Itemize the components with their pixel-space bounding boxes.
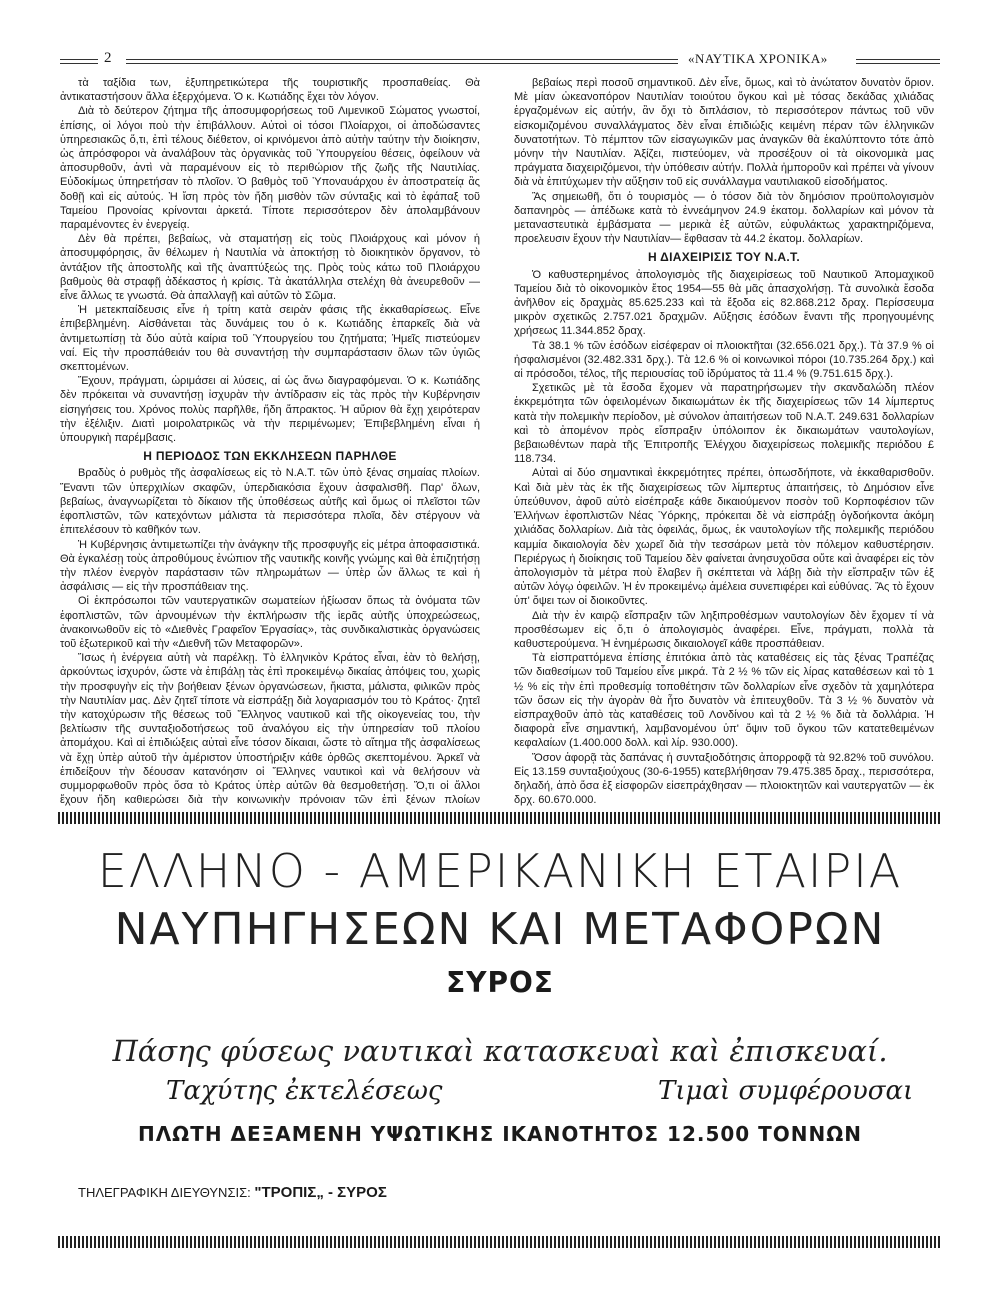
ad-content (58, 824, 942, 1236)
ad-telegraph-address (78, 1184, 387, 1201)
telegraph-label: ΤΗΛΕΓΡΑΦΙΚΗ ΔΙΕΥΘΥΝΣΙΣ: (78, 1185, 251, 1200)
ad-prices: Τιμαὶ συμφέρουσαι (658, 1076, 914, 1106)
telegraph-value: "ΤΡΟΠΙΣ„ - ΣΥΡΟΣ (254, 1184, 387, 1201)
paragraph: βεβαίως περὶ ποσοῦ σημαντικοῦ. Δὲν εἶνε, ὅμως, καὶ τὸ ἀνώτατον δυνατὸν ὅριον. Μὲ μίαν ὠκεανοπόρον Ναυτιλίαν τοιούτου ὄγκου καὶ μὲ τόσας δεκάδας χιλιάδας ἐργαζομένων εἰς αὐτήν, ἂν ὄχι τὸ διπλάσιον, τὸ περισσότερον πάντως τοῦ νῦν εἰσκομιζομένου συναλλάγματος δὲν εἶναι ἐπιδιώξις κειμένη πέραν τῶν ἑλληνικῶν δυνατοτήτων. Τὸ πέμπτον τῶν εἰσαγωγικῶν μας ἀναγκῶν θὰ ἐκαλύπτοντο τότε ἀπὸ μόνην τὴν Ναυτιλίαν. Ἀξίζει, πιστεύομεν, νὰ προσέξουν οἱ τὰ οἰκονομικὰ μας πράγματα διαχειριζόμενοι, τὴν ὑπόθεσιν αὐτήν. Πολλὰ ἠμποροῦν καὶ πρέπει νὰ γίνουν διὰ νὰ ἐπιτύχωμεν τὴν αὔξησιν τοῦ εἰς συνάλλαγμα ναυτιλιακοῦ εἰσοδήματος. (514, 77, 934, 189)
paragraph: Τὰ 38.1 % τῶν ἐσόδων εἰσέφεραν οἱ πλοιοκτῆται (32.656.021 δρχ.). Τὰ 37.9 % οἱ ἠσφαλισμένοι (32.482.331 δρχ.). Τὰ 12.6 % οἱ κοινωνικοὶ πόροι (10.735.264 δρχ.) καὶ αἱ πρόσοδοι, τέλος, τῆς περιουσίας τοῦ ἱδρύματος τὰ 11.4 % (9.751.615 δρχ.). (514, 339, 934, 381)
paragraph: Διὰ τὸ δεύτερον ζήτημα τῆς ἀποσυμφορήσεως τοῦ Λιμενικοῦ Σώματος γνωστοί, ἐπίσης, οἱ λόγοι ποὺ τὴν ἐπιβάλλουν. Αὐτοὶ οἱ τόσοι Πλοίαρχοι, οἱ ἀποδώσαντες ὑπηρεσιακῶς ὅ,τι, ἐπὶ τέλους διέθετον, οἱ κρινόμενοι ἀπὸ αὐτὴν ταύτην τὴν διοίκησιν, ὡς ἀπρόσφοροι νὰ ἀναλάβουν τὰς ὀργανικὰς τοῦ Ὑπουργείου θέσεις, ὀφείλουν νὰ ἀποσυρθοῦν, ἀντὶ νὰ παραμένουν εἰς τὸ περιθώριον τῆς ζωῆς τῆς Ναυτιλίας. Εὐδοκίμως ὑπηρετήσαν τὸ πλοῖον. Ὁ βαθμὸς τοῦ Ὑποναυάρχου ἐν ἀποστρατείᾳ ἂς δοθῇ καὶ εἰς αὐτούς. Ἡ ἴση πρὸς τὸν ἤδη μισθὸν τῶν σύνταξις καὶ τὸ ἐφάπαξ τοῦ Ταμείου Προνοίας κρίνονται ἀρκετά. Τίποτε περισσότερον δὲν ἀπολαμβάνουν παραμένοντες ἐν ἐνεργείᾳ. (60, 105, 480, 232)
ad-city: ΣΥΡΟΣ (446, 966, 554, 999)
paragraph: Βραδὺς ὁ ρυθμὸς τῆς ἀσφαλίσεως εἰς τὸ Ν.Α.Τ. τῶν ὑπὸ ξένας σημαίας πλοίων. Ἔναντι τῶν ὑπερχιλίων σκαφῶν, ὑπερδιακόσια ἔχουν ἀσφαλισθῆ. Παρ' ὅλων, βεβαίως, ἀναγνωρίζεται τὸ δίκαιον τῆς ὑποθέσεως αὐτῆς καὶ ὅμως οἱ πλεῖστοι τῶν ἐφοπλιστῶν, τῶν κατεχόντων μάλιστα τὰ περισσότερα πλοῖα, δὲν στέργουν νὰ ἐπιτελέσουν τὸ καθῆκόν των. (60, 467, 480, 537)
paragraph: Σχετικῶς μὲ τὰ ἔσοδα ἔχομεν νὰ παρατηρήσωμεν τὴν σκανδαλώδη πλέον ἐκκρεμότητα τῶν ὀφειλομένων δικαιωμάτων ἐκ τῆς διαχειρίσεως τῶν 14 λίμπερτυς κατὰ τὴν πολεμικὴν περίοδον, μὲ σύνολον ἀπαιτήσεων τοῦ Ν.Α.Τ. 249.631 δολλαρίων καὶ τὸ ἀπομένον πρὸς εἴσπραξιν ὑπόλοιπον ἐκ δικαιωμάτων ναυτολογίων, βεβαιωθέντων παρὰ τῆς Ἐπιτροπῆς Ἐλέγχου διαχειρίσεως πολεμικῆς περιόδου £ 118.734. (514, 382, 934, 466)
paragraph: Ἡ μετεκπαίδευσις εἶνε ἡ τρίτη κατὰ σειρὰν φάσις τῆς ἐκκαθαρίσεως. Εἶνε ἐπιβεβλημένη. Αἰσθάνεται τὰς δυνάμεις του ὁ κ. Κωτιάδης ἐπαρκεῖς διὰ νὰ ἀντιμετωπίσῃ τὰ δύο αὐτὰ καίρια τοῦ Ὑπουργείου του ζητήματα; Ἡμεῖς πιστεύομεν ναί. Εἰς τὴν προσπάθειάν του θὰ συναντήσῃ τὴν συμπαράστασιν ὅλων τῶν ὑγιῶς σκεπτομένων. (60, 304, 480, 374)
right-column (514, 76, 934, 806)
advertisement-box (58, 812, 942, 1248)
section-heading: Η ΔΙΑΧΕΙΡΙΣΙΣ ΤΟΥ Ν.Α.Τ. (648, 250, 800, 265)
paragraph: Διὰ τὴν ἐν καιρῷ εἴσπραξιν τῶν ληξιπροθέσμων ναυτολογίων δὲν ἔχομεν τί νὰ προσθέσωμεν εἰς ὅ,τι ὁ ἀπολογισμὸς ἀναφέρει. Εἶνε, πράγματι, πολλὰ τὰ καθυστερούμενα. Ἡ ἐνημέρωσις δικαιολογεῖ κάθε προσπάθειαν. (514, 609, 934, 650)
header-rule-middle (126, 59, 678, 64)
page-header (60, 50, 940, 70)
ad-services: Πάσης φύσεως ναυτικαὶ κατασκευαὶ καὶ ἐπισκευαί. (112, 1034, 888, 1068)
paragraph: Δὲν θὰ πρέπει, βεβαίως, νὰ σταματήσῃ εἰς τοὺς Πλοιάρχους καὶ μόνον ἡ ἀποσυμφόρησις, ἂν θέλωμεν ἡ Ναυτιλία νὰ ἀποκτήσῃ τὸ διοικητικὸν ὄργανον, τὸ ἀντάξιον τῆς ἀποστολῆς καὶ τῆς ἀναπτύξεώς της. Πρὸς τοὺς κάτω τοῦ Πλοιάρχου βαθμοὺς θὰ στραφῇ ἀδέκαστος ἡ κρίσις. Τὰ ἀκατάλληλα στελέχη θὰ ἀνευρεθοῦν — εἶνε ἄλλως τε γνωστά. Θὰ ἀπαλλαγῇ καὶ αὐτῶν τὸ Σῶμα. (60, 233, 480, 303)
paragraph: Οἱ ἐκπρόσωποι τῶν ναυτεργατικῶν σωματείων ἠξίωσαν ὅπως τὰ ὀνόματα τῶν ἐφοπλιστῶν, τῶν ἀρνουμένων τὴν ἐκπλήρωσιν τῆς ἱερᾶς αὐτῆς ὑποχρεώσεως, ἀνακοινωθοῦν εἰς τὸ «Διεθνὲς Γραφεῖον Ἐργασίας», τὰς συνδικαλιστικὰς ὀργανώσεις τοῦ ἐξωτερικοῦ καὶ τὴν «Διεθνῆ τῶν Μεταφορῶν». (60, 595, 480, 650)
paragraph: Ὁ καθυστερημένος ἀπολογισμὸς τῆς διαχειρίσεως τοῦ Ναυτικοῦ Ἀπομαχικοῦ Ταμείου διὰ τὸ οἰκονομικὸν ἔτος 1954—55 θὰ μᾶς ἀπασχολήσῃ. Τὰ συνολικὰ ἔσοδα ἀνῆλθον εἰς δραχμὰς 85.625.233 καὶ τὰ ἔξοδα εἰς 82.868.212 δραχ. Περίσσευμα μικρὸν σχετικῶς 2.757.021 δραχμῶν. Αὔξησις ἐσόδων ἔναντι τῆς προηγουμένης χρήσεως 11.344.852 δραχ. (514, 268, 934, 338)
paragraph: Αὐταὶ αἱ δύο σημαντικαὶ ἐκκρεμότητες πρέπει, ὁπωσδήποτε, νὰ ἐκκαθαρισθοῦν. Καὶ διὰ μὲν τὰς ἐκ τῆς διαχειρίσεως τῶν λίμπερτυς ἀπαιτήσεις, τὸ Δημόσιον εἶνε ὑπεύθυνον, ἀφοῦ αὐτὸ εἰσέπραξε κάθε δικαιούμενον ποσὸν τοῦ Κορποφέσιον τῶν Ἑλλήνων ἐφοπλιστῶν Νέας Ὑόρκης, πρόκειται δὲ νὰ εἰσπράξῃ ὀγδοήκοντα ἀκόμη χιλιάδας δολλαρίων. Διὰ τὰς ὀφειλάς, ὅμως, ἐκ ναυτολογίων τῆς πολεμικῆς περιόδου καμμία δικαιολογία δὲν χωρεῖ διὰ τὴν τεσσάρων μετὰ τὸν πόλεμον καθυστέρησιν. Περιέργως ἡ διοίκησις τοῦ Ταμείου δὲν φαίνεται ἀνησυχοῦσα οὔτε καὶ ἀναφέρει εἰς τὸν ἀπολογισμὸν τὰ μέτρα ποὺ ἔλαβεν ἢ σκέπτεται νὰ λάβῃ διὰ τὴν εἴσπραξιν τῶν ἐξ αὐτῶν λόγῳ ὀφειλῶν. Ἡ ἐν προκειμένῳ ἀμέλεια συνεπιφέρει καὶ εὐθύνας. Ἂς τὸ ἔχουν ὑπ' ὄψει των οἱ διοικοῦντες. (514, 467, 934, 608)
ad-border-bottom (58, 1236, 942, 1248)
section-heading: Η ΠΕΡΙΟΔΟΣ ΤΩΝ ΕΚΚΛΗΣΕΩΝ ΠΑΡΗΛΘΕ (143, 449, 397, 464)
page-number: 2 (104, 50, 112, 66)
ad-floating-dock: ΠΛΩΤΗ ΔΕΞΑΜΕΝΗ ΥΨΩΤΙΚΗΣ ΙΚΑΝΟΤΗΤΟΣ 12.500 ΤΟΝΝΩΝ (137, 1122, 863, 1146)
left-column (60, 76, 480, 806)
paragraph: Ὅσον ἀφορᾷ τὰς δαπάνας ἡ συνταξιοδότησις ἀπορροφᾷ τὰ 92.82% τοῦ συνόλου. Εἰς 13.159 συνταξιούχους (30-6-1955) κατεβλήθησαν 79.475.385 δραχ., περισσότερα, δηλαδή, ἀπὸ ὅσα ἐξ εἰσφορῶν εἰσεπράχθησαν — πλοιοκτητῶν καὶ ναυτεργατῶν — ἐκ δρχ. 60.670.000. (514, 751, 934, 806)
ad-border-top (58, 812, 942, 824)
ad-company-name-line1: ΕΛΛΗΝΟ - ΑΜΕΡΙΚΑΝΙΚΗ ΕΤΑΙΡΙΑ (97, 844, 903, 898)
paragraph: Τὰ εἰσπραττόμενα ἐπίσης ἐπιτόκια ἀπὸ τὰς καταθέσεις εἰς τὰς ξένας Τραπέζας τῶν διαθεσίμων τοῦ Ταμείου εἶνε μικρά. Τὰ 2 ½ % τῶν εἰς λίρας καταθέσεων καὶ τὸ 1 ½ % εἰς τὴν ἐπὶ προθεσμίᾳ τοποθέτησιν τῶν δολλαρίων εἶνε σχεδὸν τὰ χαμηλότερα τῶν ὅσων εἰς τὴν ἀγορὰν θὰ ἦτο δυνατὸν νὰ ἐπιτευχθοῦν. Τὰ 3 ½ % δυνατὸν νὰ εἰσπραχθοῦν ἀπὸ τὰς καταθέσεις τοῦ Λονδίνου καὶ τὰ 2 ½ % διὰ τὰ δολλάρια. Ἡ διαφορὰ εἶνε σημαντική, λαμβανομένου ὑπ' ὄψιν τοῦ ὄγκου τῶν κατατεθειμένων κεφαλαίων (1.400.000 δολλ. καὶ λίρ. 930.000). (514, 652, 934, 750)
paragraph: Ἔχουν, πράγματι, ὡριμάσει αἱ λύσεις, αἱ ὡς ἄνω διαγραφόμεναι. Ὁ κ. Κωτιάδης δὲν πρόκειται νὰ συναντήσῃ ἰσχυρὰν τὴν ἀντίδρασιν εἰς τὰς πρὸς τὴν Κυβέρνησιν εἰσηγήσεις του. Χρόνος πολὺς παρῆλθε, ἤδη ἄπρακτος. Ἡ αὔριον θὰ ἔχῃ χειρότεραν τὴν ἐξέλιξιν. Διατὶ μοιρολατρικῶς νὰ τὴν περιμένωμεν; Ἐπιβεβλημένη εἶναι ἡ ὑπουργικὴ παρέμβασις. (60, 375, 480, 445)
paragraph: Ἴσως ἡ ἐνέργεια αὐτὴ νὰ παρέλκῃ. Τὸ ἑλληνικὸν Κράτος εἶναι, ἐὰν τὸ θελήσῃ, ἀρκούντως ἰσχυρόν, ὥστε νὰ ἐπιβάλῃ τὰς ἐπὶ προκειμένῳ δικαίας ἀπόψεις του, χωρὶς τὴν προσφυγὴν εἰς τὴν βοήθειαν ξένων ὀργανώσεων, ἥκιστα, μάλιστα, φιλικῶν πρὸς τὴν Ναυτιλίαν μας. Δὲν ζητεῖ τίποτε νὰ εἰσπράξῃ διὰ λογαριασμόν του τὸ Κράτος· ζητεῖ τὴν κατοχύρωσιν τῆς θέσεως τοῦ Ἕλληνος ναυτικοῦ καὶ τῆς οἰκογενείας του, τὴν βελτίωσιν τῆς συνταξιοδοτήσεως τοῦ ἀναλόγου εἰς τὴν ὑπηρεσίαν τοῦ πλοίου ἀπομάχου. Καὶ αἱ ἐπιδιώξεις αὐταὶ εἶνε τόσον δίκαιαι, ὥστε τὸ αἴτημα τῆς ἀσφαλίσεως νὰ ἔχῃ ὑπὲρ αὐτοῦ τὴν ἀμέριστον ὑποστήριξιν κάθε ὀρθῶς σκεπτομένου. Ἀρκεῖ νὰ ἐπιδείξουν τὴν δέουσαν κατανόησιν οἱ Ἕλληνες ναυτικοὶ καὶ νὰ θελήσουν νὰ συμμορφωθοῦν πρὸς ὅσα τὸ Κράτος ὑπὲρ αὐτῶν θὰ θεσμοθετήσῃ. Ὅ,τι οἱ ἄλλοι ἔχουν ἤδη καθιερώσει διὰ τὴν κοινωνικὴν πρόνοιαν τῶν ἐπὶ ξένων πλοίων (60, 652, 480, 806)
paragraph: Ἡ Κυβέρνησις ἀντιμετωπίζει τὴν ἀνάγκην τῆς προσφυγῆς εἰς μέτρα ἀποφασιστικά. Θὰ ἐγκαλέσῃ τοὺς ἀπροθύμους ἐνώπιον τῆς ναυτικῆς κοινῆς γνώμης καὶ θὰ ἐπιζητήσῃ τὴν πλέον ἐνεργὸν παράστασιν τῶν πληρωμάτων — ὑπὲρ ὧν ἄλλως τε καὶ ἡ ἀσφάλισις — εἰς τὴν προσπάθειαν της. (60, 538, 480, 594)
ad-speed: Ταχύτης ἐκτελέσεως (166, 1076, 443, 1106)
publication-title: «ΝΑΥΤΙΚΑ ΧΡΟΝΙΚΑ» (688, 51, 828, 66)
ad-company-name-line2: ΝΑΥΠΗΓΗΣΕΩΝ ΚΑΙ ΜΕΤΑΦΟΡΩΝ (114, 904, 886, 955)
paragraph: Ἂς σημειωθῆ, ὅτι ὁ τουρισμὸς — ὁ τόσον διὰ τὸν δημόσιον προϋπολογισμὸν δαπανηρὸς — ἀπέδωκε κατὰ τὸ ἐννεάμηνον 24.9 ἑκατομ. δολλαρίων καὶ μόνον τὰ μεταναστευτικὰ ἐμβάσματα — μερικὰ ἐξ αὐτῶν, εὐφυλάκτως χαρακτηριζόμενα, προελευσιν ἔχουν τὴν Ναυτιλίαν— ἔφθασαν τὰ 44.2 ἑκατομ. δολλαρίων. (514, 190, 934, 246)
paragraph: τὰ ταξίδια των, ἐξυπηρετικώτερα τῆς τουριστικῆς προσπαθείας. Θὰ ἀντικαταστήσουν ἄλλα ἐξερχόμενα. Ὁ κ. Κωτιάδης ἔχει τὸν λόγον. (60, 77, 480, 104)
header-rule-right (856, 59, 940, 64)
header-rule-left (60, 59, 98, 64)
